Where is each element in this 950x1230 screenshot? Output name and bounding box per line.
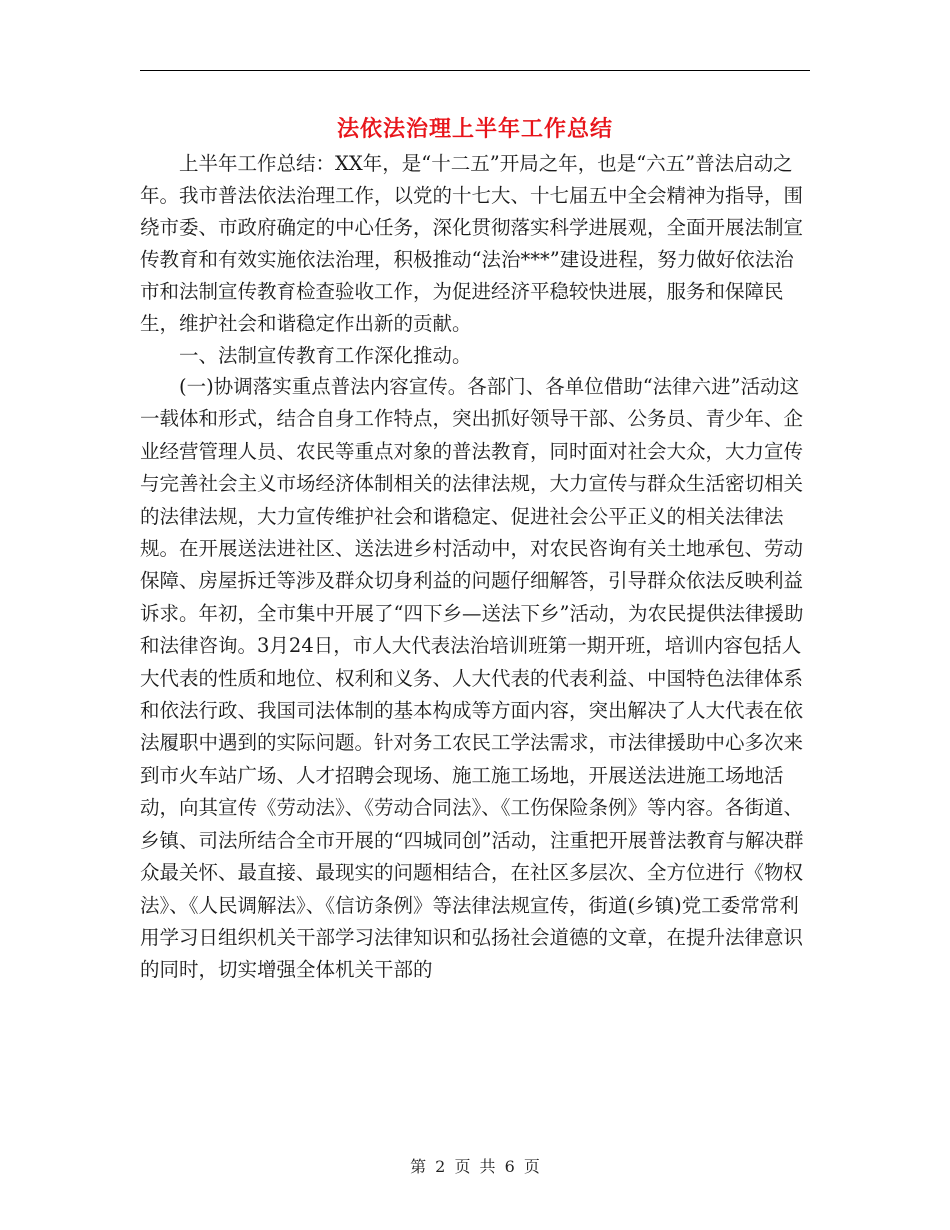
document-title: 法依法治理上半年工作总结 — [336, 116, 613, 142]
document-body — [140, 148, 810, 987]
page-number-footer: 第 2 页 共 6 页 — [410, 1157, 540, 1176]
paragraph-subsection-1: (一)协调落实重点普法内容宣传。各部门、各单位借助“法律六进”活动这一载体和形式，结合自身工作特点，突出抓好领导干部、公务员、青少年、企业经营管理人员、农民等重点对象的普法教育，同时面对社会大众，大力宣传与完善社会主义市场经济体制相关的法律法规，大力宣传与群众生活密切相关的法律法规，大力宣传维护社会和谐稳定、促进社会公平正义的相关法律法规。在开展送法进社区、送法进乡村活动中，对农民咨询有关土地承包、劳动保障、房屋拆迁等涉及群众切身利益的问题仔细解答，引导群众依法反映利益诉求。年初，全市集中开展了“四下乡—送法下乡”活动，为农民提供法律援助和法律咨询。3月24日，市人大代表法治培训班第一期开班，培训内容包括人大代表的性质和地位、权利和义务、人大代表的代表利益、中国特色法律体系和依法行政、我国司法体制的基本构成等方面内容，突出解决了人大代表在依法履职中遇到的实际问题。针对务工农民工学法需求，市法律援助中心多次来到市火车站广场、人才招聘会现场、施工施工场地，开展送法进施工场地活动，向其宣传《劳动法》、《劳动合同法》、《工伤保险条例》等内容。各街道、乡镇、司法所结合全市开展的“四城同创”活动，注重把开展普法教育与解决群众最关怀、最直接、最现实的问题相结合，在社区多层次、全方位进行《物权法》、《人民调解法》、《信访条例》等法律法规宣传，街道(乡镇)党工委常常利用学习日组织机关干部学习法律知识和弘扬社会道德的文章，在提升法律意识的同时，切实增强全体机关干部的 — [140, 375, 804, 982]
paragraph-section-heading: 一、法制宣传教育工作深化推动。 — [179, 344, 472, 367]
header-rule — [140, 70, 810, 71]
paragraph-intro: 上半年工作总结：XX年，是“十二五”开局之年，也是“六五”普法启动之年。我市普法依法治理工作，以党的十七大、十七届五中全会精神为指导，围绕市委、市政府确定的中心任务，深化贯彻落实科学进展观，全面开展法制宣传教育和有效实施依法治理，积极推动“法治***”建设进程，努力做好依法治市和法制宣传教育检查验收工作，为促进经济平稳较快进展，服务和保障民生，维护社会和谐稳定作出新的贡献。 — [140, 152, 804, 335]
